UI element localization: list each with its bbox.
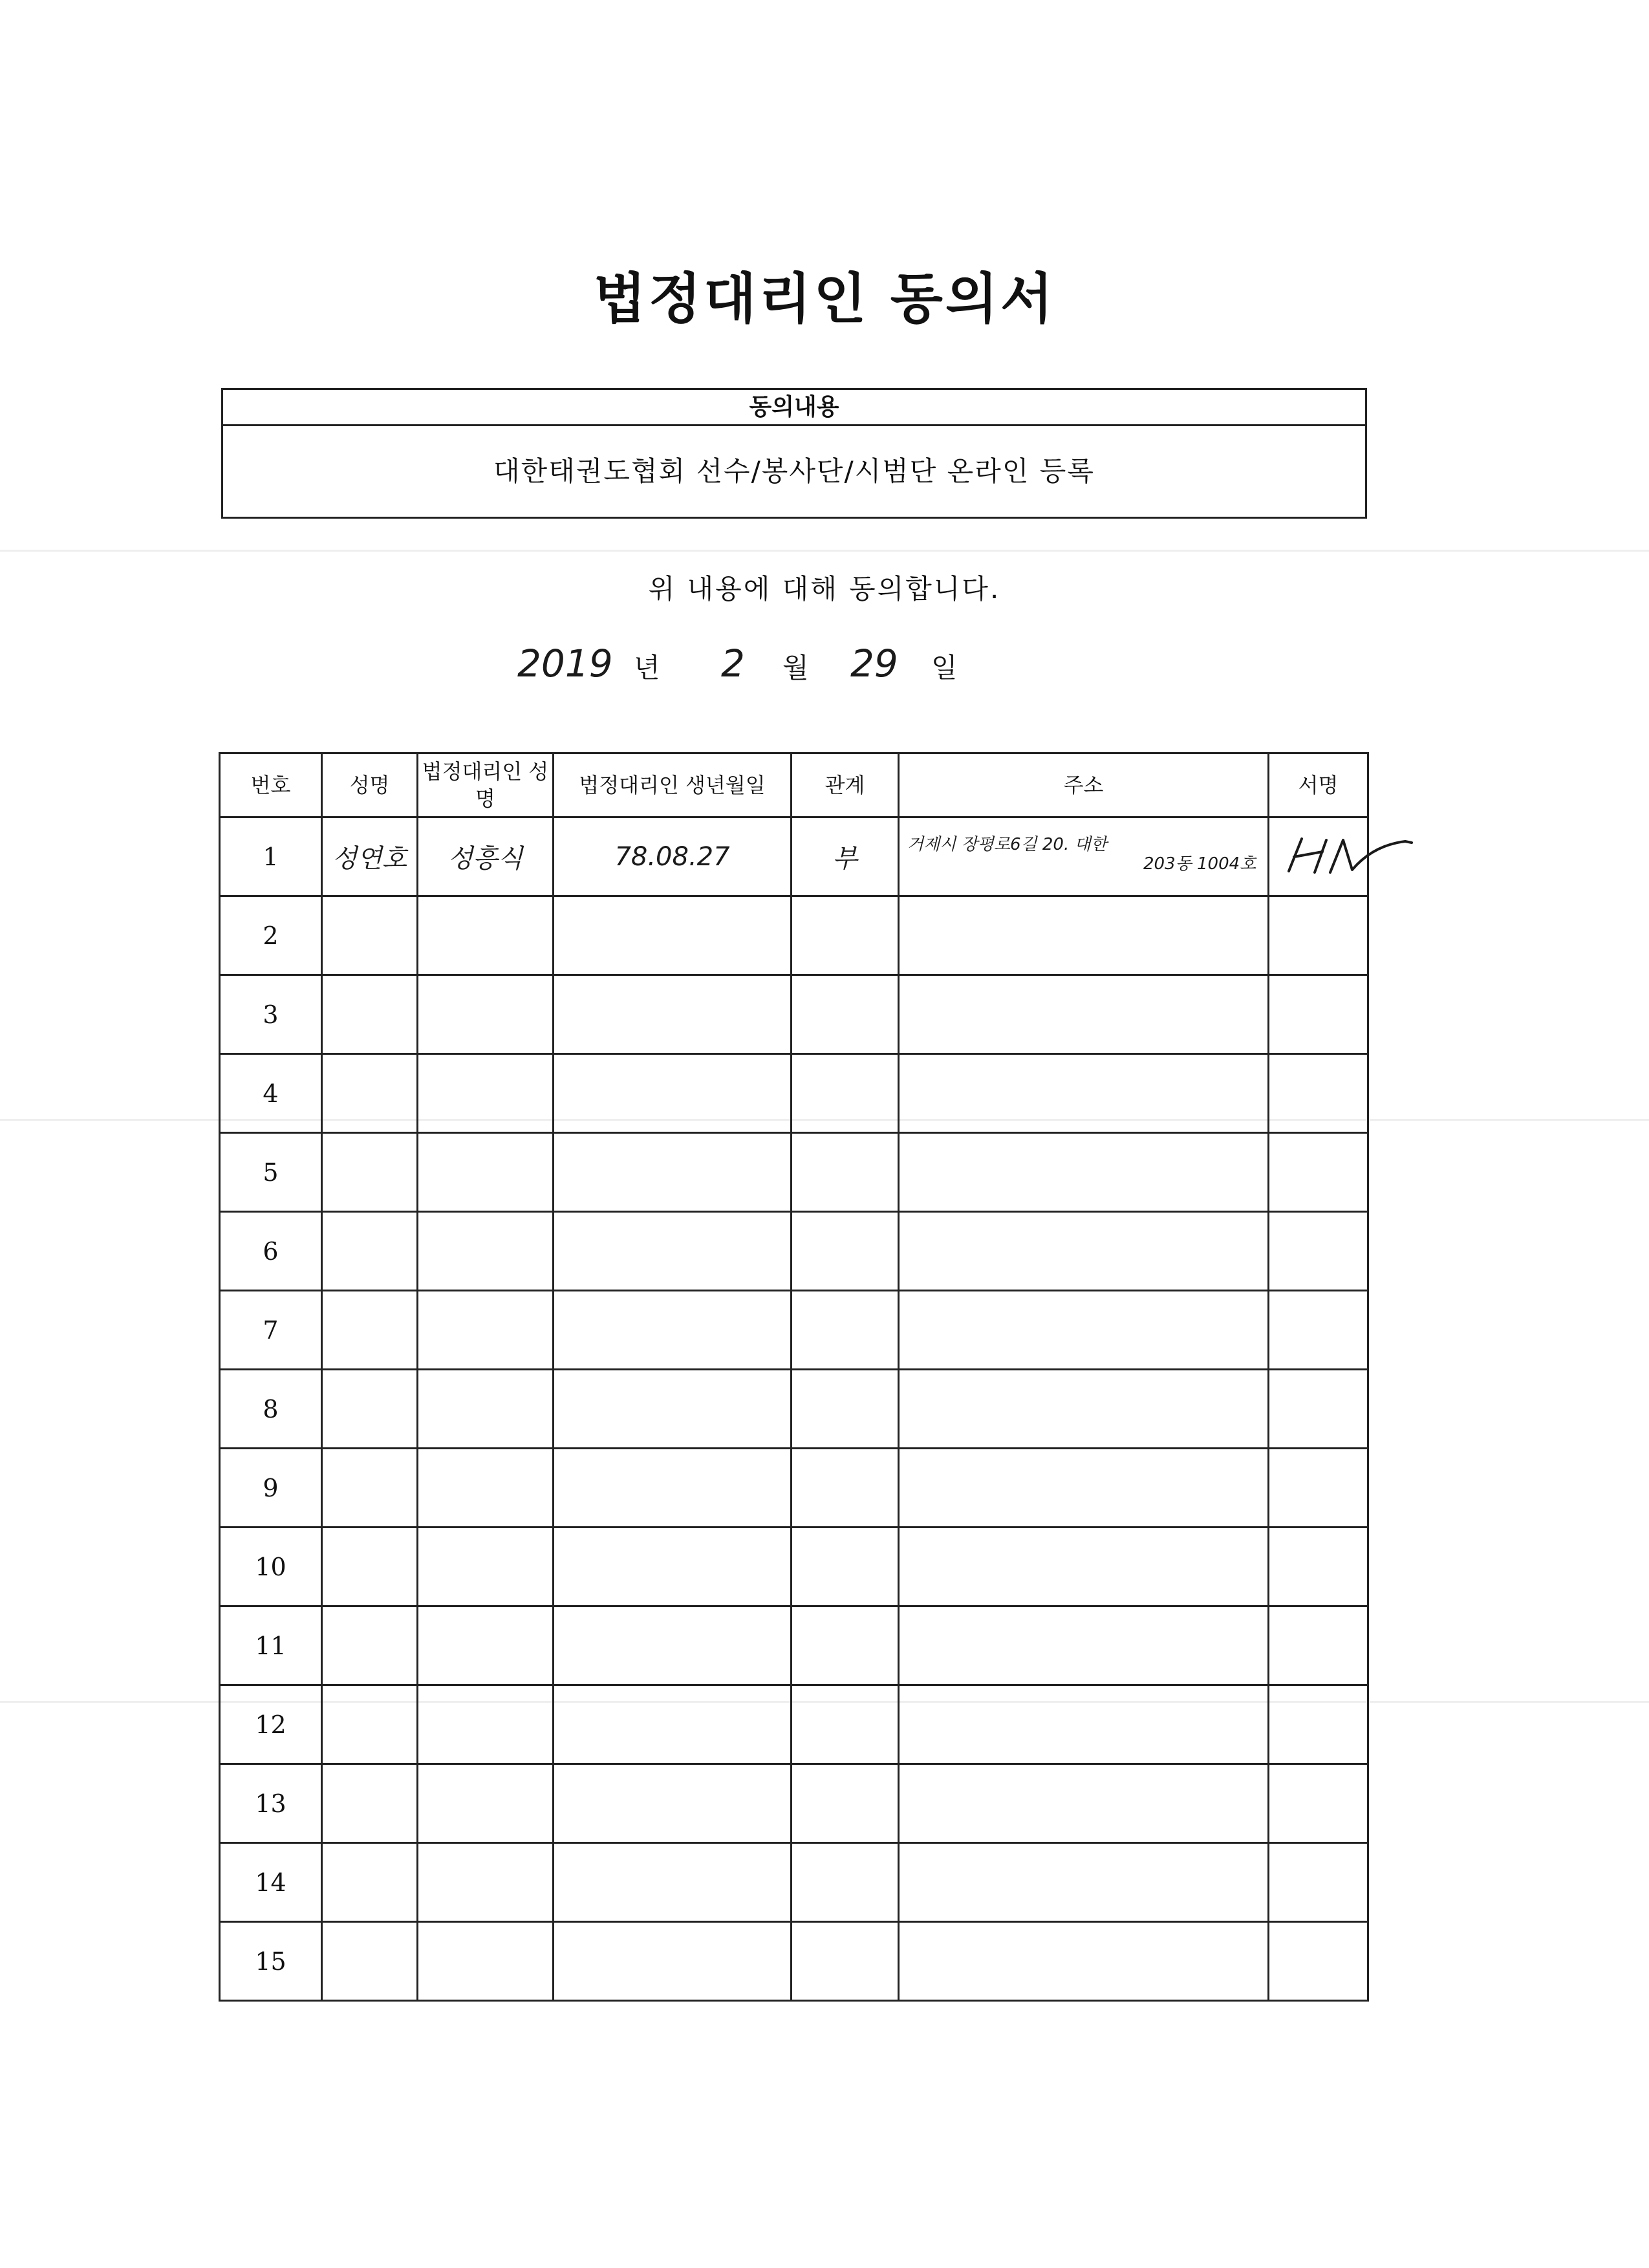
row-guardian-birth: [554, 1212, 792, 1291]
table-row: [220, 1054, 1368, 1133]
row-number: 11: [220, 1606, 322, 1685]
row-name: [322, 975, 418, 1054]
row-guardian-name: [418, 1843, 554, 1922]
row-signature: [1269, 1528, 1368, 1606]
row-number: 7: [220, 1291, 322, 1370]
header-address: 주소: [899, 753, 1269, 817]
row-number: 15: [220, 1922, 322, 2001]
row-signature: [1269, 1764, 1368, 1843]
consent-box: [221, 388, 1367, 519]
row-address: [899, 1685, 1269, 1764]
date-month-handwritten: 2: [721, 642, 745, 686]
row-name: [322, 1606, 418, 1685]
row-relation: [792, 1212, 899, 1291]
header-relation: 관계: [792, 753, 899, 817]
table-row: [220, 1764, 1368, 1843]
row-guardian-name: [418, 1606, 554, 1685]
row-name: [322, 1133, 418, 1212]
row-relation: [792, 1606, 899, 1685]
row-signature: [1269, 1922, 1368, 2001]
row-name: [322, 896, 418, 975]
row-number: 13: [220, 1764, 322, 1843]
row-number: 1: [220, 817, 322, 896]
header-signature: 서명: [1269, 753, 1368, 817]
row-guardian-name: [418, 1291, 554, 1370]
guardian-table: [219, 752, 1369, 2002]
row-guardian-name: [418, 975, 554, 1054]
row-address: [899, 1370, 1269, 1449]
date-year-label: 년: [634, 652, 660, 684]
row-address: [899, 1922, 1269, 2001]
row-guardian-name: [418, 1922, 554, 2001]
row-signature: [1269, 1606, 1368, 1685]
row-number: 14: [220, 1843, 322, 1922]
header-guardian-birth: 법정대리인 생년월일: [554, 753, 792, 817]
row-relation: [792, 1764, 899, 1843]
row-relation: [792, 975, 899, 1054]
row-address: [899, 1291, 1269, 1370]
table-row: [220, 896, 1368, 975]
row-relation: [792, 1922, 899, 2001]
row-address: [899, 1764, 1269, 1843]
row-guardian-birth: [554, 1528, 792, 1606]
row-name: [322, 1528, 418, 1606]
row-number: 5: [220, 1133, 322, 1212]
row-number: 10: [220, 1528, 322, 1606]
row-guardian-name: [418, 817, 554, 896]
row-guardian-birth: [554, 975, 792, 1054]
row-guardian-birth: [554, 1370, 792, 1449]
row-number: 4: [220, 1054, 322, 1133]
row-address: [899, 1449, 1269, 1528]
row-relation: [792, 896, 899, 975]
date-month-label: 월: [782, 652, 809, 684]
row-name: [322, 1291, 418, 1370]
row-name: [322, 1449, 418, 1528]
row-guardian-birth: [554, 1606, 792, 1685]
table-row: [220, 1449, 1368, 1528]
row-address: [899, 975, 1269, 1054]
row-number: 8: [220, 1370, 322, 1449]
handwritten-address: [907, 835, 1256, 874]
row-name: [322, 1212, 418, 1291]
consent-content: 대한태권도협회 선수/봉사단/시범단 온라인 등록: [493, 455, 1095, 487]
row-number: 6: [220, 1212, 322, 1291]
row-relation: [792, 1054, 899, 1133]
row-relation: [792, 817, 899, 896]
row-address: [899, 1843, 1269, 1922]
row-signature: [1269, 896, 1368, 975]
table-row: [220, 1843, 1368, 1922]
row-signature: [1269, 1291, 1368, 1370]
row-address: [899, 1212, 1269, 1291]
paper-fold-line: [0, 550, 1649, 552]
row-signature: [1269, 1843, 1368, 1922]
row-number: 9: [220, 1449, 322, 1528]
row-signature: [1269, 1449, 1368, 1528]
row-signature: [1269, 1685, 1368, 1764]
row-address: [899, 817, 1269, 896]
handwritten-guardian-birth: 78.08.27: [614, 841, 730, 872]
row-guardian-birth: [554, 1922, 792, 2001]
header-number: 번호: [220, 753, 322, 817]
row-guardian-name: [418, 896, 554, 975]
row-guardian-name: [418, 1528, 554, 1606]
row-address: [899, 896, 1269, 975]
row-name: [322, 1843, 418, 1922]
row-signature: [1269, 1133, 1368, 1212]
table-row: [220, 1528, 1368, 1606]
row-name: [322, 1054, 418, 1133]
table-row: [220, 1370, 1368, 1449]
row-address: [899, 1054, 1269, 1133]
row-guardian-birth: [554, 1291, 792, 1370]
table-row: [220, 1685, 1368, 1764]
handwritten-signature: [1276, 826, 1418, 884]
row-guardian-name: [418, 1685, 554, 1764]
row-guardian-birth: [554, 1843, 792, 1922]
row-guardian-birth: [554, 896, 792, 975]
row-address: [899, 1528, 1269, 1606]
header-name: 성명: [322, 753, 418, 817]
table-row: [220, 1212, 1368, 1291]
address-line-1: 거제시 장평로6길 20. 대한: [907, 835, 1107, 854]
row-guardian-birth: [554, 1133, 792, 1212]
handwritten-guardian-name: 성흥식: [447, 844, 523, 874]
row-guardian-birth: [554, 1685, 792, 1764]
row-guardian-name: [418, 1212, 554, 1291]
row-relation: [792, 1843, 899, 1922]
row-relation: [792, 1528, 899, 1606]
row-signature: [1269, 817, 1368, 896]
agreement-statement: 위 내용에 대해 동의합니다.: [648, 573, 1001, 605]
date-year-handwritten: 2019: [517, 642, 613, 686]
row-name: [322, 1764, 418, 1843]
address-line-2: 203동 1004호: [1143, 854, 1256, 874]
row-relation: [792, 1370, 899, 1449]
header-guardian-name: 법정대리인 성명: [418, 753, 554, 817]
row-number: 2: [220, 896, 322, 975]
row-signature: [1269, 1054, 1368, 1133]
row-number: 12: [220, 1685, 322, 1764]
table-row: [220, 1606, 1368, 1685]
row-guardian-name: [418, 1764, 554, 1843]
row-name: [322, 1370, 418, 1449]
table-row: [220, 1922, 1368, 2001]
row-signature: [1269, 1212, 1368, 1291]
row-guardian-name: [418, 1133, 554, 1212]
table-row: [220, 1133, 1368, 1212]
document-title: 법정대리인 동의서: [593, 267, 1056, 330]
date-day-label: 일: [931, 652, 958, 684]
row-guardian-birth: [554, 817, 792, 896]
row-guardian-birth: [554, 1054, 792, 1133]
row-relation: [792, 1685, 899, 1764]
handwritten-relation: 부: [832, 844, 857, 874]
table-row: [220, 1291, 1368, 1370]
row-name: [322, 817, 418, 896]
row-address: [899, 1133, 1269, 1212]
row-guardian-birth: [554, 1764, 792, 1843]
row-guardian-name: [418, 1449, 554, 1528]
table-row: [220, 975, 1368, 1054]
row-relation: [792, 1291, 899, 1370]
date-day-handwritten: 29: [850, 642, 898, 686]
table-header-row: [220, 753, 1368, 817]
row-guardian-name: [418, 1370, 554, 1449]
row-guardian-birth: [554, 1449, 792, 1528]
table-row: [220, 817, 1368, 896]
row-number: 3: [220, 975, 322, 1054]
handwritten-name: 성연호: [332, 844, 407, 874]
row-address: [899, 1606, 1269, 1685]
row-name: [322, 1922, 418, 2001]
row-signature: [1269, 1370, 1368, 1449]
row-relation: [792, 1133, 899, 1212]
row-guardian-name: [418, 1054, 554, 1133]
consent-heading: 동의내용: [223, 390, 1365, 426]
row-signature: [1269, 975, 1368, 1054]
row-name: [322, 1685, 418, 1764]
row-relation: [792, 1449, 899, 1528]
